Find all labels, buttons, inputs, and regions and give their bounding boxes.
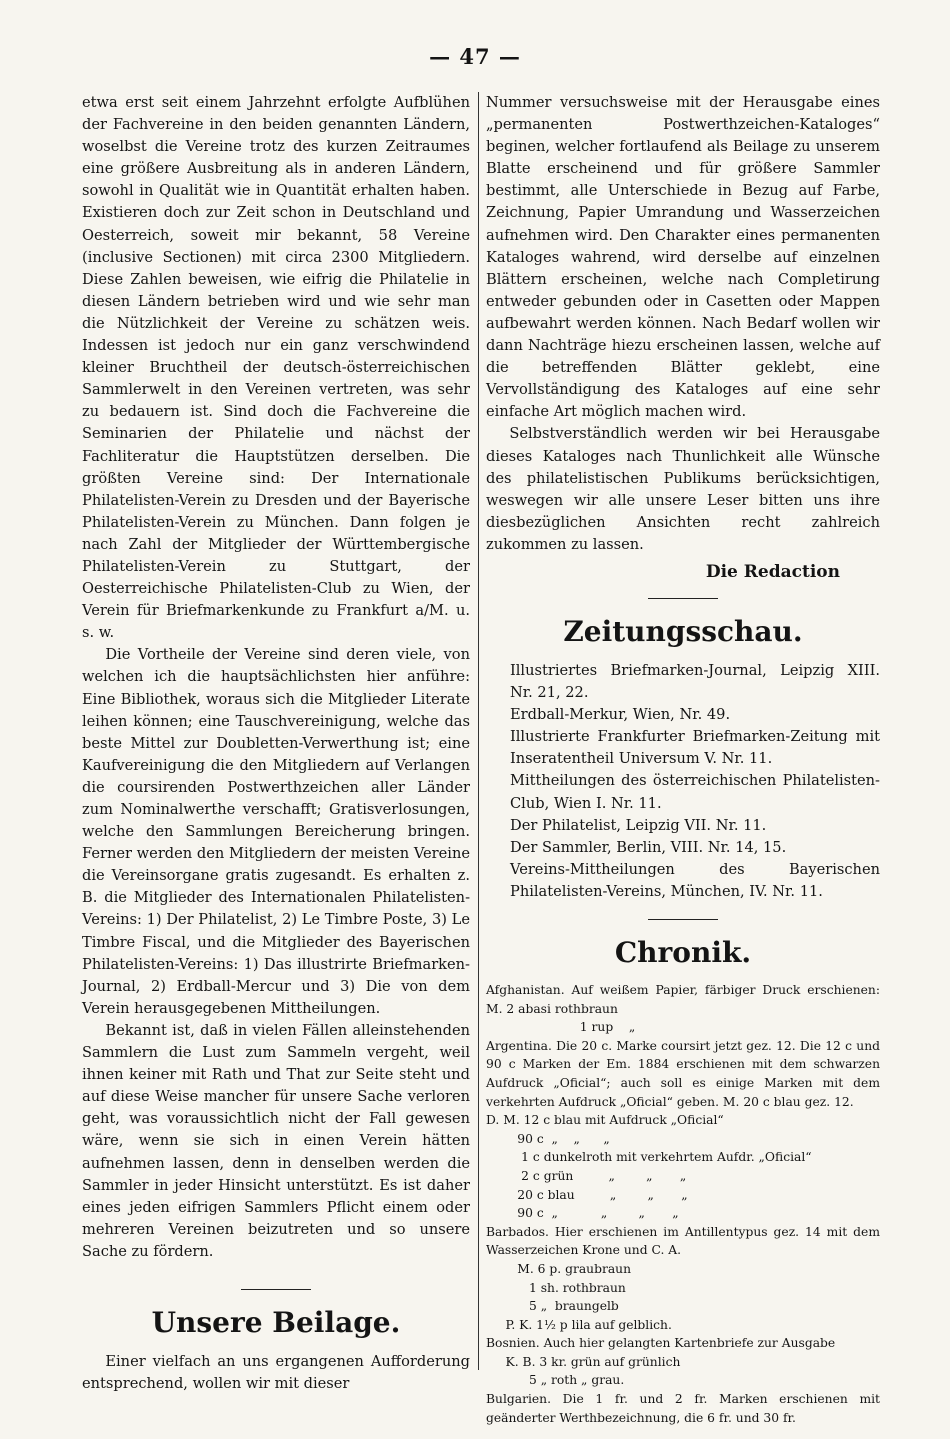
chronik-list: [486, 981, 880, 1427]
column-divider: [478, 92, 479, 1370]
journal-entry: Der Philatelist, Leipzig VII. Nr. 11.: [510, 816, 767, 834]
journal-entry: Erdball-Merkur, Wien, Nr. 49.: [510, 706, 731, 724]
chronik-entry: D. M. 12 c blau mit Aufdruck „Oficial“: [486, 1113, 724, 1128]
journal-entry: Vereins-Mittheilungen des Bayerischen Philatelisten-Vereins, München, IV. Nr. 11.: [510, 860, 880, 900]
section-rule: [648, 598, 718, 599]
journal-entry: Der Sammler, Berlin, VIII. Nr. 14, 15.: [510, 838, 787, 856]
chronik-entry: Barbados. Hier erschienen im Antillentypus gez. 14 mit dem Wasserzeichen Krone und C. A.: [486, 1224, 880, 1258]
chronik-entry: P. K. 1½ p lila auf gelblich.: [486, 1317, 672, 1332]
section-rule: [648, 919, 718, 920]
journal-entry: Illustriertes Briefmarken-Journal, Leipzig XIII. Nr. 21, 22.: [510, 661, 880, 702]
chronik-entry: 20 c blau „ „ „: [486, 1187, 688, 1202]
chronik-entry: 90 c „ „ „ „: [486, 1206, 679, 1221]
chronik-entry: 1 c dunkelroth mit verkehrtem Aufdr. „Oficial“: [486, 1150, 812, 1165]
beilage-heading: Unsere Beilage.: [151, 1305, 401, 1339]
chronik-entry: Bosnien. Auch hier gelangten Kartenbriefe zur Ausgabe: [486, 1336, 836, 1351]
left-column: [82, 92, 470, 1395]
chronik-entry: 5 „ roth „ grau.: [486, 1373, 625, 1388]
chronik-entry: 90 c „ „ „: [486, 1131, 610, 1146]
chronik-entry: 1 sh. rothbraun: [486, 1280, 626, 1295]
journal-list: [486, 660, 880, 903]
journal-entry: Illustrierte Frankfurter Briefmarken-Zeitung mit Inseratentheil Universum V. Nr. 11.: [510, 728, 880, 768]
chronik-entry: 2 c grün „ „ „: [486, 1168, 687, 1183]
article-paragraph-3: Bekannt ist, daß in vielen Fällen alleinstehenden Sammlern die Lust zum Sammeln vergeht, weil ihnen keiner mit Rath und That zur Seite steht und auf diese Weise mancher für unsere Sache verloren geht, was voraussichtlich nicht der Fall gewesen wäre, wenn sie sich in einen Verein hätten aufnehmen lassen, denn in denselben werden die Sammler in jeder Hinsicht unterstützt. Es ist daher eines jeden eifrigen Sammlers Pflicht einem oder mehreren Vereinen beizutreten und so unsere Sache zu fördern.: [82, 1021, 470, 1260]
right-column: [486, 92, 880, 1427]
chronik-heading: Chronik.: [614, 936, 752, 969]
chronik-entry: Bulgarien. Die 1 fr. und 2 fr. Marken erschienen mit geänderter Werthbezeichnung, die 6 fr. und 30 fr.: [486, 1392, 880, 1425]
page-number: — 47 —: [429, 44, 521, 69]
zeitungsschau-heading: Zeitungsschau.: [563, 614, 803, 648]
redaction-signature: Die Redaction: [705, 561, 840, 582]
beilage-paragraph: Einer vielfach an uns ergangenen Aufforderung entsprechend, wollen wir mit dieser: [82, 1352, 470, 1393]
chronik-entry: 1 rup „: [486, 1020, 636, 1035]
journal-entry: Mittheilungen des österreichischen Philatelisten-Club, Wien I. Nr. 11.: [510, 772, 880, 812]
chronik-entry: K. B. 3 kr. grün auf grünlich: [486, 1354, 681, 1369]
chronik-entry: Afghanistan. Auf weißem Papier, färbiger Druck erschienen: M. 2 abasi rothbraun: [486, 983, 880, 1016]
article-paragraph-2: Die Vortheile der Vereine sind deren viele, von welchen ich die hauptsächlichsten hier anführe: Eine Bibliothek, woraus sich die Mitglieder Literate leihen können; eine Tauschvereinigung, welche das beste Mittel zur Doubletten-Verwerthung ist; eine Kaufvereinigung die den Mitgliedern auf Verlangen die coursirenden Postwerthzeichen aller Länder zum Nominalwerthe verschafft; Gratisverlosungen, welche den Sammlungen Bereicherung bringen. Ferner werden den Mitgliedern der meisten Vereine die Vereinsorgane gratis zugesandt. Es erhalten z. B. die Mitglieder des Internationalen Philatelisten-Vereins: 1) Der Philatelist, 2) Le Timbre Poste, 3) Le Timbre Fiscal, und die Mitglieder des Bayerischen Philatelisten-Vereins: 1) Das illustrirte Briefmarken-Journal, 2) Erdball-Mercur und 3) Die von dem Verein herausgegebenen Mittheilungen.: [82, 646, 470, 1017]
beilage-continued-paragraph: Nummer versuchsweise mit der Herausgabe eines „permanenten Postwerthzeichen-Kataloges“ beginen, welcher fortlaufend als Beilage zu unserem Blatte erscheinend und für größere Sammler bestimmt, alle Unterschiede in Bezug auf Farbe, Zeichnung, Papier Umrandung und Wasserzeichen aufnehmen wird. Den Charakter eines permanenten Kataloges wahrend, wird derselbe auf einzelnen Blättern erscheinen, welche nach Completirung entweder gebunden oder in Casetten oder Mappen aufbewahrt werden können. Nach Bedarf wollen wir dann Nachträge hiezu erscheinen lassen, welche auf die betreffenden Blätter geklebt, eine Vervollständigung des Kataloges auf eine sehr einfache Art möglich machen wird.: [486, 94, 880, 421]
chronik-entry: Argentina. Die 20 c. Marke coursirt jetzt gez. 12. Die 12 c und 90 c Marken der Em. 1884 erschienen mit dem schwarzen Aufdruck „Oficial“; auch soll es einige Marken mit dem verkehrten Aufdruck „Oficial“ geben. M. 20 c blau gez. 12.: [486, 1038, 880, 1109]
beilage-request-paragraph: Selbstverständlich werden wir bei Herausgabe dieses Kataloges nach Thunlichkeit alle Wünsche des philatelistischen Publikums berücksichtigen, weswegen wir alle unsere Leser bitten uns ihre diesbezüglichen Ansichten recht zahlreich zukommen zu lassen.: [486, 425, 880, 553]
article-paragraph-1: etwa erst seit einem Jahrzehnt erfolgte Aufblühen der Fachvereine in den beiden genannten Ländern, woselbst die Vereine trotz des kurzen Zeitraumes eine größere Ausbreitung als in anderen Ländern, sowohl in Qualität wie in Quantität erhalten haben. Existieren doch zur Zeit schon in Deutschland und Oesterreich, soweit mir bekannt, 58 Vereine (inclusive Sectionen) mit circa 2300 Mitgliedern. Diese Zahlen beweisen, wie eifrig die Philatelie in diesen Ländern betrieben wird und wie sehr man die Nützlichkeit der Vereine zu schätzen weis. Indessen ist jedoch nur ein ganz verschwindend kleiner Bruchtheil der deutsch-österreichischen Sammlerwelt in den Vereinen vertreten, was sehr zu bedauern ist. Sind doch die Fachvereine die Seminarien der Philatelie und nächst der Fachliteratur die Hauptstützen derselben. Die größten Vereine sind: Der Internationale Philatelisten-Verein zu Dresden und der Bayerische Philatelisten-Verein zu München. Dann folgen je nach Zahl der Mitglieder der Württembergische Philatelisten-Verein zu Stuttgart, der Oesterreichische Philatelisten-Club zu Wien, der Verein für Briefmarkenkunde zu Frankfurt a/M. u. s. w.: [82, 94, 470, 642]
chronik-entry: 5 „ braungelb: [486, 1299, 619, 1314]
chronik-entry: M. 6 p. graubraun: [486, 1261, 632, 1276]
section-rule: [241, 1289, 311, 1290]
